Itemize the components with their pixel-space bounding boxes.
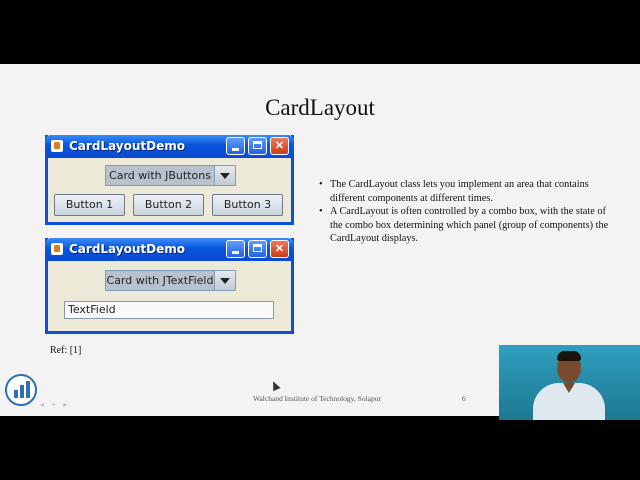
title-bar[interactable] xyxy=(45,238,294,261)
cardlayout-window-buttons xyxy=(45,135,294,225)
minimize-icon xyxy=(232,251,239,254)
button-1[interactable]: Button 1 xyxy=(54,194,125,216)
maximize-button[interactable] xyxy=(248,240,267,258)
minimize-button[interactable] xyxy=(226,240,245,258)
slide-title: CardLayout xyxy=(265,95,375,120)
window-title: CardLayoutDemo xyxy=(69,242,185,256)
text-field[interactable]: TextField xyxy=(64,301,274,319)
java-app-icon xyxy=(51,243,63,255)
minimize-icon xyxy=(232,148,239,151)
presenter xyxy=(519,345,619,420)
maximize-icon xyxy=(253,141,262,149)
button-3[interactable]: Button 3 xyxy=(212,194,283,216)
bullet-text: The CardLayout class lets you implement an area that contains different components at different times. xyxy=(330,179,589,204)
maximize-icon xyxy=(253,244,262,252)
cardlayout-window-textfield xyxy=(45,238,294,334)
chevron-down-icon[interactable] xyxy=(214,166,235,185)
page-number: 6 xyxy=(462,394,466,403)
bullet-marker: • xyxy=(319,179,323,190)
maximize-button[interactable] xyxy=(248,137,267,155)
slide-nav-controls[interactable]: ◂ ▪ ▸ xyxy=(40,400,71,409)
combo-selected-value: Card with JButtons xyxy=(109,169,211,182)
cursor-icon xyxy=(269,380,280,392)
close-button[interactable] xyxy=(270,137,289,155)
slide-footer: Walchand Institute of Technology, Solapur xyxy=(253,394,382,403)
card-combo-box[interactable] xyxy=(105,270,236,291)
minimize-button[interactable] xyxy=(226,137,245,155)
card-combo-box[interactable] xyxy=(105,165,236,186)
chevron-down-icon[interactable] xyxy=(214,271,235,290)
institute-logo-icon xyxy=(5,374,37,406)
bullet-marker: • xyxy=(319,206,323,217)
bullet-item xyxy=(319,178,619,205)
bullet-list xyxy=(319,178,619,246)
java-app-icon xyxy=(51,140,63,152)
button-2[interactable]: Button 2 xyxy=(133,194,204,216)
combo-selected-value: Card with JTextField xyxy=(106,274,214,287)
presenter-video xyxy=(499,345,640,420)
close-button[interactable] xyxy=(270,240,289,258)
reference-note: Ref: [1] xyxy=(50,345,82,356)
window-title: CardLayoutDemo xyxy=(69,139,185,153)
bullet-item xyxy=(319,205,619,246)
close-icon: ✕ xyxy=(274,140,285,152)
bullet-text: A CardLayout is often controlled by a combo box, with the state of the combo box determining which panel (group of components) the CardLayout displays. xyxy=(330,206,609,244)
title-bar[interactable] xyxy=(45,135,294,158)
close-icon: ✕ xyxy=(274,243,285,255)
